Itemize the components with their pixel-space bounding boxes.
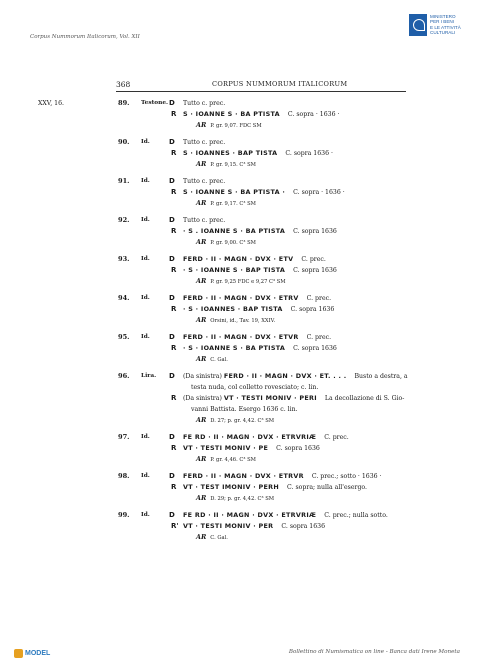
obverse-mark: D — [169, 294, 175, 302]
obverse-note: Busto a destra, a — [354, 373, 408, 380]
reverse-note: C. sopra 1636 — [276, 445, 320, 452]
reverse-note: La decollazione di S. Gio- — [324, 395, 405, 402]
entry-number: 94. — [118, 294, 130, 302]
reverse-mark: R' — [171, 522, 179, 530]
coin-metadata — [196, 120, 262, 132]
reverse-note: C. sopra 1636 — [293, 345, 337, 352]
reverse-mark: R — [171, 444, 177, 452]
obverse-legend: FE RD · II · MAGN · DVX · ETRVRIÆ — [183, 433, 317, 441]
obverse-description — [183, 371, 408, 382]
obverse-mark: D — [169, 99, 175, 107]
ministry-emblem-icon — [409, 14, 427, 36]
reverse-legend: VT · TEST IMONIV · PERH — [183, 483, 280, 491]
reverse-legend: S · IOANNES · BAP TISTA — [183, 149, 278, 157]
catalogue-entry — [0, 471, 480, 504]
entry-number: 99. — [118, 511, 130, 519]
reverse-note: C. sopra 1636 — [293, 267, 337, 274]
metadata-line — [0, 532, 480, 543]
obverse-description — [183, 510, 388, 521]
metal-symbol: AR — [196, 533, 207, 541]
denomination: Id. — [141, 434, 150, 440]
metal-symbol: AR — [196, 494, 207, 502]
reverse-line — [0, 109, 480, 120]
weight-and-collection: P. gr. 9,15. C³ SM — [210, 162, 256, 168]
coin-metadata — [196, 198, 256, 210]
denomination: Id. — [141, 473, 150, 479]
metadata-line — [0, 276, 480, 287]
entry-number: 98. — [118, 472, 130, 480]
weight-and-collection: P. gr. 9,25 FDC e 9,27 C³ SM — [210, 279, 286, 285]
coin-metadata — [196, 415, 274, 427]
obverse-description — [183, 332, 331, 343]
metadata-line — [0, 354, 480, 365]
weight-and-collection: C. Gal. — [210, 535, 228, 541]
obverse-line — [0, 137, 480, 148]
reverse-mark: R — [171, 227, 177, 235]
coin-metadata — [196, 532, 228, 544]
obverse-legend: Tutto c. prec. — [183, 100, 226, 107]
metadata-line — [0, 159, 480, 170]
denomination: Id. — [141, 256, 150, 262]
reverse-line — [0, 521, 480, 532]
reverse-description — [183, 482, 367, 493]
obverse-mark: D — [169, 511, 175, 519]
reverse-line — [0, 304, 480, 315]
weight-and-collection: P. gr. 9,00. C³ SM — [210, 240, 256, 246]
coin-metadata — [196, 493, 274, 505]
coin-catalogue — [0, 98, 480, 549]
header-rule — [116, 91, 406, 92]
ministry-name: MINISTERO PER I BENI E LE ATTIVITÀ CULTURALI — [430, 14, 461, 36]
reverse-continuation — [0, 404, 480, 415]
catalogue-entry — [0, 215, 480, 248]
obverse-mark: D — [169, 255, 175, 263]
obverse-legend: FE RD · II · MAGN · DVX · ETRVRIÆ — [183, 511, 317, 519]
reverse-note: C. sopra · 1636 · — [287, 111, 340, 118]
reverse-note: C. sopra 1636 — [293, 228, 337, 235]
reverse-description — [183, 109, 339, 120]
weight-and-collection: D. 27; p. gr. 4,42. C³ SM — [210, 418, 275, 424]
weight-and-collection: P. gr. 4,46. C³ SM — [210, 457, 256, 463]
denomination: Id. — [141, 217, 150, 223]
obverse-mark: D — [169, 177, 175, 185]
obverse-description — [183, 137, 225, 148]
obverse-continuation — [0, 382, 480, 393]
metal-symbol: AR — [196, 277, 207, 285]
coin-metadata — [196, 454, 256, 466]
coin-metadata — [196, 237, 256, 249]
obverse-line — [0, 432, 480, 443]
reverse-description — [183, 443, 320, 454]
obverse-note: C. prec.; sotto · 1636 · — [311, 473, 382, 480]
reverse-mark: R — [171, 344, 177, 352]
reverse-line — [0, 393, 480, 404]
obverse-legend: Tutto c. prec. — [183, 178, 226, 185]
obverse-note: C. prec. — [306, 334, 332, 341]
ministry-logo — [409, 14, 470, 36]
reverse-note: C. sopra; nulla all'esergo. — [287, 484, 367, 491]
denomination: Id. — [141, 334, 150, 340]
obverse-line — [0, 98, 480, 109]
reverse-legend: S · IOANNE S · BA PTISTA · — [183, 188, 286, 196]
obverse-mark: D — [169, 372, 175, 380]
reverse-note: C. sopra 1636 — [281, 523, 326, 530]
obverse-description — [183, 293, 331, 304]
top-left-series-title: Corpus Nummorum Italicorum, Vol. XII — [30, 34, 140, 40]
catalogue-entry — [0, 332, 480, 365]
coin-metadata — [196, 276, 286, 288]
obverse-mark: D — [169, 472, 175, 480]
reverse-legend: VT · TESTI MONIV · PER — [183, 522, 274, 530]
entry-number: 91. — [118, 177, 130, 185]
entry-number: 96. — [118, 372, 130, 380]
metal-symbol: AR — [196, 160, 207, 168]
reverse-mark: R — [171, 394, 177, 402]
obverse-legend: Tutto c. prec. — [183, 139, 226, 146]
reverse-legend: S · IOANNE S · BA PTISTA — [183, 110, 280, 118]
obverse-description — [183, 98, 225, 109]
metadata-line — [0, 198, 480, 209]
reverse-line — [0, 343, 480, 354]
footer-logo: MODEL — [14, 649, 50, 658]
obverse-legend: FERD · II · MAGN · DVX · ETRV — [183, 294, 299, 302]
metadata-line — [0, 120, 480, 131]
reverse-note: C. sopra 1636 — [290, 306, 335, 313]
reverse-legend: · S · IOANNE S · BAP TISTA — [183, 266, 286, 274]
obverse-description — [183, 432, 349, 443]
reverse-line — [0, 443, 480, 454]
obverse-legend: FERD · II · MAGN · DVX · ETVR — [183, 333, 299, 341]
coin-metadata — [196, 354, 228, 366]
obverse-legend: FERD · II · MAGN · DVX · ETV — [183, 255, 294, 263]
metal-symbol: AR — [196, 316, 207, 324]
reverse-description — [183, 226, 337, 237]
weight-and-collection: C. Gal. — [210, 357, 228, 363]
obverse-mark: D — [169, 216, 175, 224]
obverse-line — [0, 215, 480, 226]
obverse-legend: FERD · II · MAGN · DVX · ET. . . . — [223, 372, 347, 380]
direction-note: (Da sinistra) — [183, 395, 222, 402]
cross-reference: XXV, 16. — [38, 100, 64, 107]
catalogue-entry — [0, 98, 480, 131]
metal-symbol: AR — [196, 355, 207, 363]
denomination: Id. — [141, 295, 150, 301]
reverse-note: C. sopra · 1636 · — [293, 189, 345, 196]
obverse-line — [0, 471, 480, 482]
weight-and-collection: P. gr. 9,17. C³ SM — [210, 201, 256, 207]
reverse-line — [0, 226, 480, 237]
entry-number: 97. — [118, 433, 130, 441]
entry-number: 90. — [118, 138, 130, 146]
metadata-line — [0, 315, 480, 326]
reverse-mark: R — [171, 149, 177, 157]
reverse-legend: VT · TESTI MONIV · PE — [183, 444, 269, 452]
obverse-line — [0, 371, 480, 382]
reverse-line — [0, 265, 480, 276]
metal-symbol: AR — [196, 455, 207, 463]
obverse-legend: Tutto c. prec. — [183, 217, 226, 224]
obverse-mark: D — [169, 433, 175, 441]
obverse-description — [183, 176, 225, 187]
obverse-line — [0, 293, 480, 304]
obverse-note: C. prec.; nulla sotto. — [324, 512, 388, 519]
obverse-line — [0, 254, 480, 265]
catalogue-entry — [0, 137, 480, 170]
catalogue-entry — [0, 510, 480, 543]
catalogue-entry — [0, 293, 480, 326]
reverse-legend: · S · IOANNE S · BA PTISTA — [183, 344, 286, 352]
weight-and-collection: P. gr. 9,07. FDC SM — [210, 123, 262, 129]
reverse-line — [0, 482, 480, 493]
reverse-description — [183, 148, 333, 159]
reverse-line — [0, 148, 480, 159]
obverse-description — [183, 471, 382, 482]
reverse-line — [0, 187, 480, 198]
entry-number: 89. — [118, 99, 130, 107]
metal-symbol: AR — [196, 199, 207, 207]
metal-symbol: AR — [196, 238, 207, 246]
reverse-description — [183, 265, 337, 276]
obverse-mark: D — [169, 138, 175, 146]
catalogue-entry — [0, 176, 480, 209]
obverse-line — [0, 332, 480, 343]
obverse-mark: D — [169, 333, 175, 341]
coin-metadata — [196, 315, 275, 327]
reverse-mark: R — [171, 266, 177, 274]
metadata-line — [0, 454, 480, 465]
reverse-note: C. sopra 1636 · — [285, 150, 333, 157]
model-logo-icon — [14, 649, 23, 658]
catalogue-entry — [0, 254, 480, 287]
denomination: Id. — [141, 139, 150, 145]
reverse-description — [183, 187, 345, 198]
reverse-description — [183, 304, 334, 315]
obverse-line — [0, 510, 480, 521]
weight-and-collection: Orsini, id., Tav. 19, XXIV. — [210, 318, 276, 324]
denomination: Id. — [141, 512, 150, 518]
obverse-line — [0, 176, 480, 187]
reverse-mark: R — [171, 305, 177, 313]
denomination: Lira. — [141, 373, 157, 379]
denomination: Testone. — [141, 100, 169, 106]
denomination: Id. — [141, 178, 150, 184]
metadata-line — [0, 237, 480, 248]
obverse-legend: FERD · II · MAGN · DVX · ETRVR — [183, 472, 304, 480]
reverse-mark: R — [171, 110, 177, 118]
reverse-legend: · S · IOANNES · BAP TISTA — [183, 305, 283, 313]
catalogue-entry — [0, 432, 480, 465]
footer-source: Bollettino di Numismatica on line - Banca dati Irene Moneta — [288, 649, 460, 655]
obverse-continuation-text: testa nuda, col colletto rovesciato; c. lin. — [191, 384, 319, 391]
weight-and-collection: D. 29; p. gr. 4,42. C³ SM — [210, 496, 275, 502]
metadata-line — [0, 415, 480, 426]
obverse-description — [183, 254, 326, 265]
metadata-line — [0, 493, 480, 504]
reverse-mark: R — [171, 483, 177, 491]
reverse-description — [183, 393, 404, 404]
reverse-legend: · S . IOANNE S · BA PTISTA — [183, 227, 286, 235]
obverse-description — [183, 215, 225, 226]
reverse-continuation-text: vanni Battista. Esergo 1636 c. lin. — [191, 406, 298, 413]
running-title: CORPUS NUMMORUM ITALICORUM — [212, 80, 348, 88]
reverse-mark: R — [171, 188, 177, 196]
metal-symbol: AR — [196, 416, 207, 424]
entry-number: 92. — [118, 216, 130, 224]
obverse-note: C. prec. — [301, 256, 326, 263]
entry-number: 93. — [118, 255, 130, 263]
entry-number: 95. — [118, 333, 130, 341]
reverse-description — [183, 343, 337, 354]
reverse-description — [183, 521, 325, 532]
coin-metadata — [196, 159, 256, 171]
page-number: 368 — [116, 80, 131, 89]
metal-symbol: AR — [196, 121, 207, 129]
reverse-legend: VT · TESTI MONIV · PERI — [223, 394, 317, 402]
catalogue-entry — [0, 371, 480, 426]
direction-note: (Da sinistra) — [183, 373, 222, 380]
obverse-note: C. prec. — [306, 295, 332, 302]
obverse-note: C. prec. — [324, 434, 349, 441]
